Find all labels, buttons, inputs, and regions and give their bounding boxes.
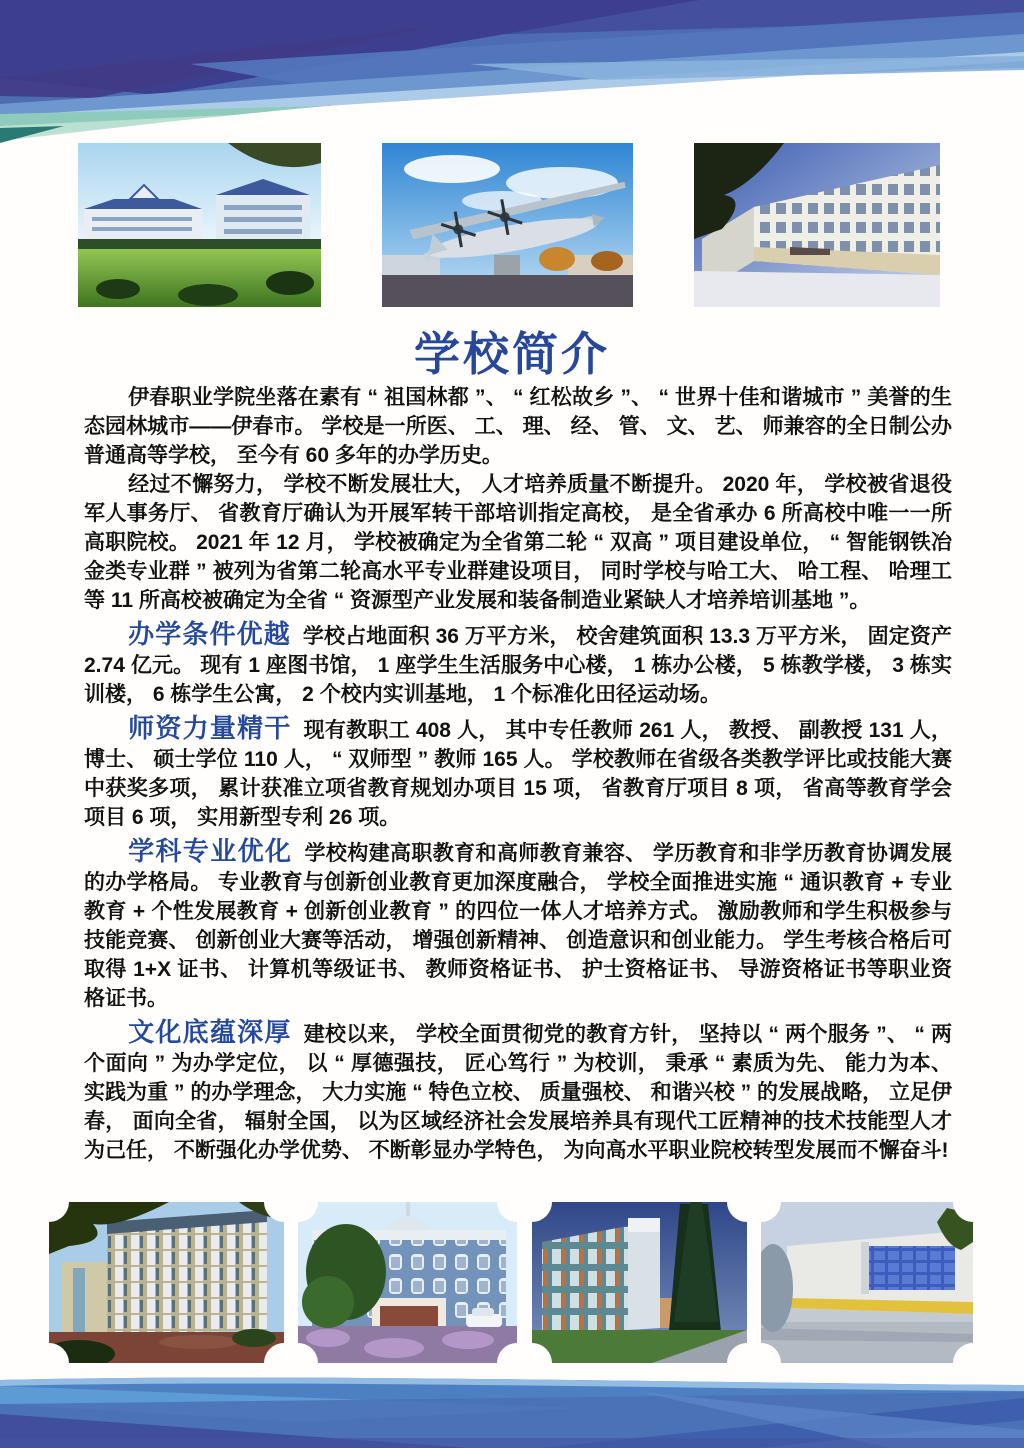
intro-text-block [84, 383, 952, 1165]
bottom-photo-white-blue-building [761, 1202, 973, 1363]
section-body-culture: 建校以来， 学校全面贯彻党的教育方针， 坚持以 “ 两个服务 ”、 “ 两个面向 ” 为办学定位， 以 “ 厚德强技， 匠心笃行 ” 为校训， 秉承 “ 素质为先、 能力为本、 实践为重 ” 的办学理念， 大力实施 “ 特色立校、 质量强校、 和谐兴校 ” 的发展战略， 立足伊春， 面向全省， 辐射全国， 以为区域经济社会发展培养具有现代工匠精神的技术技能型人才为己任， 不断强化办学优势、 不断彰显办学特色， 为向高水平职业院校转型发展而不懈奋斗! [84, 1023, 952, 1162]
bottom-decorative-banner [0, 1370, 1024, 1448]
section-heading-faculty: 师资力量精干 [128, 713, 292, 743]
section-faculty [84, 714, 952, 832]
intro-paragraph-1: 伊春职业学院坐落在素有 “ 祖国林都 ”、 “ 红松故乡 ”、 “ 世界十佳和谐城市 ” 美誉的生态园林城市——伊春市。 学校是一所医、 工、 理、 经、 管、 文、 艺、 师兼容的全日制公办普通高等学校， 至今有 60 多年的办学历史。 [84, 386, 952, 467]
section-body-faculty: 现有教职工 408 人， 其中专任教师 261 人， 教授、 副教授 131 人， 博士、 硕士学位 110 人， “ 双师型 ” 教师 165 人。 学校教师在省级各类教学评比或技能大赛中获奖多项， 累计获准立项省教育规划办项目 15 项， 省教育厅项目 8 项， 省高等教育学会项目 6 项， 实用新型专利 26 项。 [84, 719, 952, 829]
section-heading-facilities: 办学条件优越 [128, 619, 291, 649]
bottom-photo-teal-building-spruce [532, 1202, 747, 1363]
bottom-photo-blue-classical-building [298, 1202, 517, 1363]
top-photo-airplane-monument [382, 143, 633, 307]
banner-bottom-graphic [0, 1370, 1024, 1448]
top-decorative-banner [0, 0, 1024, 150]
section-body-disciplines: 学校构建高职教育和高师教育兼容、 学历教育和非学历教育协调发展的办学格局。 专业教育与创新创业教育更加深度融合， 学校全面推进实施 “ 通识教育 + 专业教育 + 个性发展教育 + 创新创业教育 ” 的四位一体人才培养方式。 激励教师和学生积极参与技能竞赛、 创新创业大赛等活动， 增强创新精神、 创造意识和创业能力。 学生考核合格后可取得 1+X 证书、 计算机等级证书、 教师资格证书、 护士资格证书、 导游资格证书等职业资格证书。 [84, 842, 952, 1010]
banner-top-graphic [0, 0, 1024, 150]
section-facilities [84, 620, 952, 709]
top-photo-campus-lawn [78, 143, 321, 307]
top-photo-main-building [694, 143, 940, 307]
section-disciplines [84, 837, 952, 1013]
section-heading-culture: 文化底蕴深厚 [128, 1017, 292, 1047]
page-title: 学校简介 [414, 328, 610, 380]
top-photo-row [78, 143, 940, 307]
intro-paragraph-2: 经过不懈努力， 学校不断发展壮大， 人才培养质量不断提升。 2020 年， 学校被省退役军人事务厅、 省教育厅确认为开展军转干部培训指定高校， 是全省承办 6 所高校中唯一一所高职院校。 2021 年 12 月， 学校被确定为全省第二轮 “ 双高 ” 项目建设单位， “ 智能钢铁冶金类专业群 ” 被列为省第二轮高水平专业群建设项目， 同时学校与哈工大、 哈工程、 哈理工等 11 所高校被确定为全省 “ 资源型产业发展和装备制造业紧缺人才培养培训基地 ”。 [84, 473, 952, 612]
section-heading-disciplines: 学科专业优化 [128, 836, 293, 866]
section-body-facilities: 学校占地面积 36 万平方米， 校舍建筑面积 13.3 万平方米， 固定资产 2.74 亿元。 现有 1 座图书馆， 1 座学生生活服务中心楼， 1 栋办公楼， 5 栋教学楼， 3 栋实训楼， 6 栋学生公寓， 2 个校内实训基地， 1 个标准化田径运动场。 [84, 625, 952, 706]
section-culture [84, 1018, 952, 1165]
bottom-photo-row [49, 1202, 973, 1363]
bottom-photo-modern-building [49, 1202, 284, 1363]
